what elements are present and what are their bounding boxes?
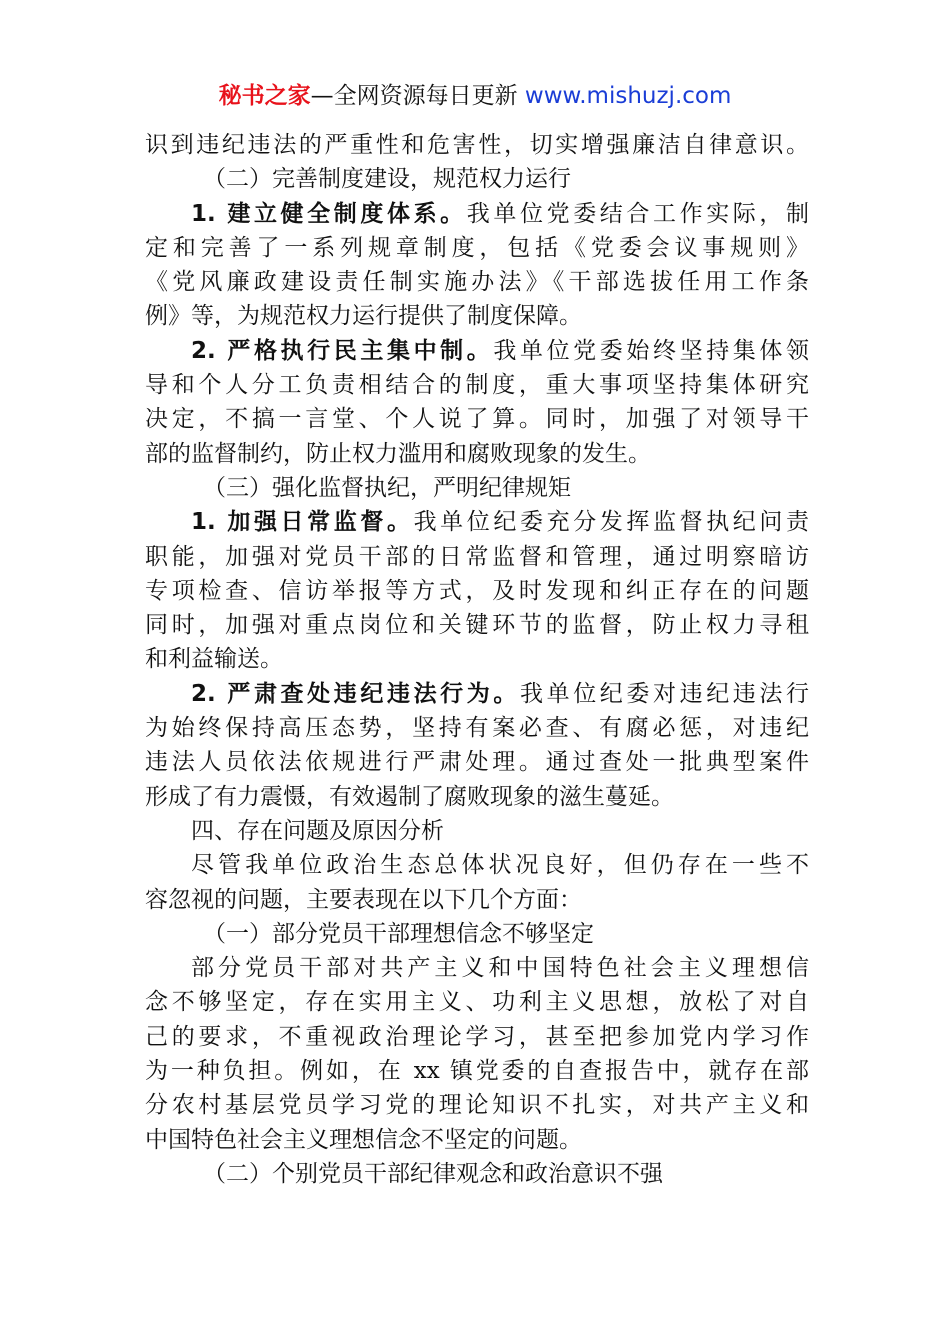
- site-header: [0, 80, 950, 112]
- document-body: [145, 128, 809, 1191]
- paragraph-line: 容忽视的问题，主要表现在以下几个方面：: [145, 886, 582, 913]
- paragraph-line: 定和完善了一系列规章制度，包括《党委会议事规则》: [145, 234, 809, 261]
- paragraph-line: 和利益输送。: [145, 646, 283, 673]
- section-heading: （二）个别党员干部纪律观念和政治意识不强: [203, 1160, 663, 1187]
- item-heading: 1. 加强日常监督。: [191, 509, 414, 536]
- paragraph-line: 决定，不搞一言堂、个人说了算。同时，加强了对领导干: [145, 406, 809, 433]
- paragraph-line: 2. 严肃查处违纪违法行为。我单位纪委对违纪违法行: [191, 680, 810, 707]
- paragraph-line: 己的要求，不重视政治理论学习，甚至把参加党内学习作: [145, 1023, 809, 1050]
- site-brand: 秘书之家: [218, 83, 311, 109]
- paragraph-line: 念不够坚定，存在实用主义、功利主义思想，放松了对自: [145, 989, 809, 1016]
- paragraph-line: 《党风廉政建设责任制实施办法》《干部选拔任用工作条: [145, 269, 809, 296]
- item-heading: 2. 严肃查处违纪违法行为。: [191, 680, 520, 707]
- chapter-heading: 四、存在问题及原因分析: [191, 817, 444, 844]
- paragraph-line: 职能，加强对党员干部的日常监督和管理，通过明察暗访: [145, 543, 809, 570]
- paragraph-line: 中国特色社会主义理想信念不坚定的问题。: [145, 1126, 582, 1153]
- section-heading: （二）完善制度建设，规范权力运行: [203, 166, 571, 193]
- paragraph-line: 导和个人分工负责相结合的制度，重大事项坚持集体研究: [145, 372, 809, 399]
- paragraph-line: 识到违纪违法的严重性和危害性，切实增强廉洁自律意识。: [145, 132, 809, 158]
- site-slogan: —全网资源每日更新: [310, 83, 518, 109]
- site-url-link[interactable]: www.mishuzj.com: [524, 83, 732, 109]
- paragraph-line: 1. 加强日常监督。我单位纪委充分发挥监督执纪问责: [191, 509, 810, 536]
- paragraph-line: 违法人员依法依规进行严肃处理。通过查处一批典型案件: [145, 749, 809, 776]
- paragraph-line: 为始终保持高压态势，坚持有案必查、有腐必惩，对违纪: [145, 715, 809, 742]
- paragraph-line: 分农村基层党员学习党的理论知识不扎实，对共产主义和: [145, 1092, 809, 1119]
- paragraph-line: 尽管我单位政治生态总体状况良好，但仍存在一些不: [191, 852, 809, 879]
- paragraph-line: 部的监督制约，防止权力滥用和腐败现象的发生。: [145, 440, 651, 467]
- paragraph-line: 1. 建立健全制度体系。我单位党委结合工作实际，制: [191, 200, 810, 227]
- item-heading: 1. 建立健全制度体系。: [191, 200, 467, 227]
- paragraph-line: 专项检查、信访举报等方式，及时发现和纠正存在的问题: [145, 577, 809, 604]
- section-heading: （三）强化监督执纪，严明纪律规矩: [203, 474, 571, 501]
- paragraph-line: 2. 严格执行民主集中制。我单位党委始终坚持集体领: [191, 337, 810, 364]
- paragraph-line: 同时，加强对重点岗位和关键环节的监督，防止权力寻租: [145, 612, 809, 639]
- paragraph-line: 形成了有力震慑，有效遏制了腐败现象的滋生蔓延。: [145, 783, 674, 810]
- paragraph-line: 例》等，为规范权力运行提供了制度保障。: [145, 303, 582, 330]
- item-heading: 2. 严格执行民主集中制。: [191, 337, 494, 364]
- paragraph-line: 部分党员干部对共产主义和中国特色社会主义理想信: [191, 955, 809, 982]
- paragraph-line: 为一种负担。例如，在 xx 镇党委的自查报告中，就存在部: [145, 1058, 809, 1085]
- section-heading: （一）部分党员干部理想信念不够坚定: [203, 920, 594, 947]
